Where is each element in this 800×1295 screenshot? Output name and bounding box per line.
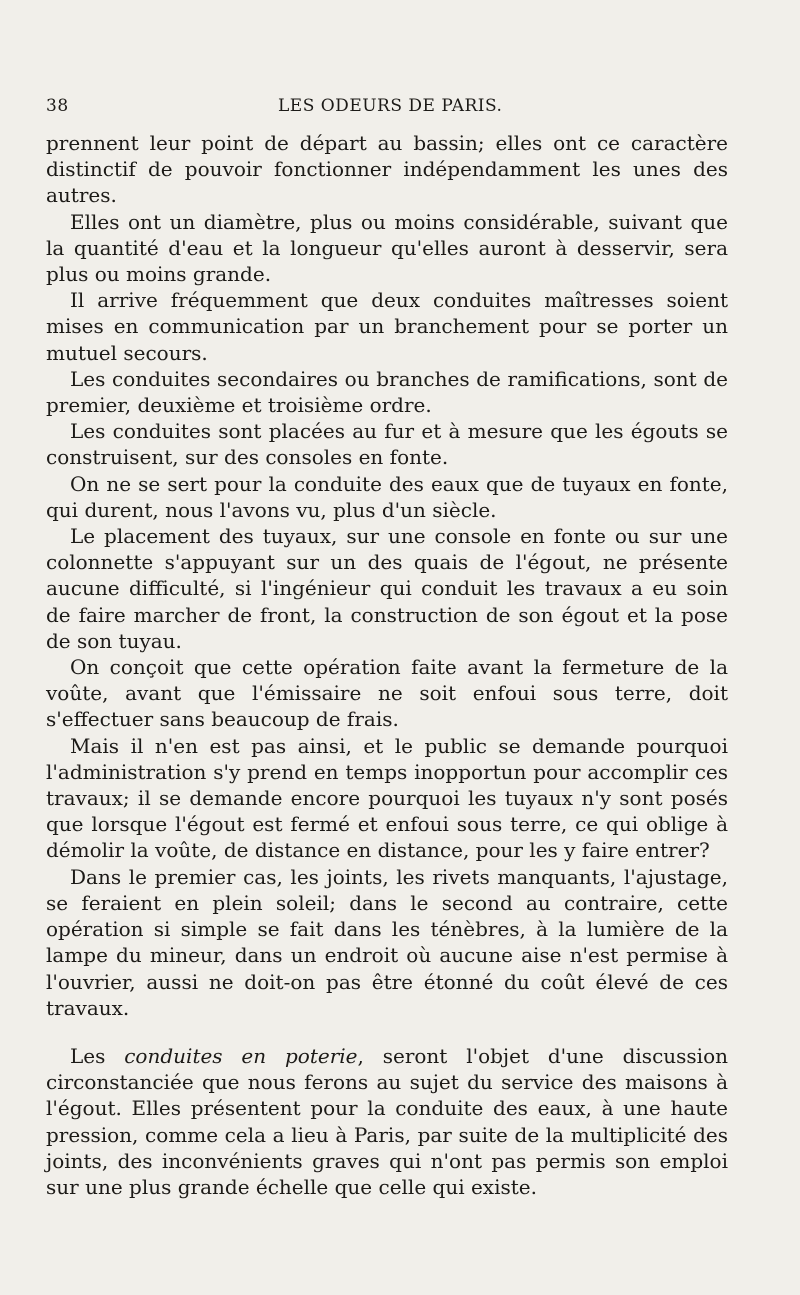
paragraph: Dans le premier cas, les joints, les rivets manquants, l'ajustage, se feraient en plein soleil; dans le second au contraire, cette opération si simple se fait dans les ténèbres, à la lumière de la lampe du mineur, dans un endroit où aucune aise n'est permise à l'ouvrier, aussi ne doit-on pas être étonné du coût élevé de ces travaux.: [46, 864, 728, 1020]
running-head: [46, 96, 724, 122]
paragraph: On conçoit que cette opération faite avant la fermeture de la voûte, avant que l'émissaire ne soit enfoui sous terre, doit s'effectuer sans beaucoup de frais.: [46, 655, 728, 732]
emphasized-term: conduites en poterie: [124, 1043, 358, 1068]
paragraph-lead: Les: [70, 1043, 125, 1068]
body-text: [46, 130, 728, 1200]
paragraph: prennent leur point de départ au bassin; elles ont ce caractère distinctif de pouvoir fonctionner indépendamment les unes des autres.: [46, 131, 728, 208]
paragraph-conduites-en-poterie: [46, 1043, 728, 1200]
paragraph: Elles ont un diamètre, plus ou moins considérable, suivant que la quantité d'eau et la longueur qu'elles auront à desservir, sera plus ou moins grande.: [46, 209, 728, 287]
paragraph: Il arrive fréquemment que deux conduites maîtresses soient mises en communication par un branchement pour se porter un mutuel secours.: [46, 288, 728, 365]
paragraph: Les conduites secondaires ou branches de ramifications, sont de premier, deuxième et troisième ordre.: [46, 366, 728, 418]
paragraph: Les conduites sont placées au fur et à mesure que les égouts se construisent, sur des consoles en fonte.: [46, 419, 728, 470]
paragraph-rest: , seront l'objet d'une discussion circonstanciée que nous ferons au sujet du service des maisons à l'égout. Elles présentent pour la conduite des eaux, à une haute pression, comme cela a lieu à Paris, par suite de la multiplicité des joints, des inconvénients graves qui n'ont pas permis son emploi sur une plus grande échelle que celle qui existe.: [46, 1043, 728, 1199]
paragraph: Mais il n'en est pas ainsi, et le public se demande pourquoi l'administration s'y prend en temps inopportun pour accomplir ces travaux; il se demande encore pourquoi les tuyaux n'y sont posés que lorsque l'égout est fermé et enfoui sous terre, ce qui oblige à démolir la voûte, de distance en distance, pour les y faire entrer?: [46, 733, 728, 863]
paragraph: On ne se sert pour la conduite des eaux que de tuyaux en fonte, qui durent, nous l'avons vu, plus d'un siècle.: [46, 471, 728, 522]
page-number: 38: [46, 96, 69, 116]
paragraph: Le placement des tuyaux, sur une console en fonte ou sur une colonnette s'appuyant sur un des quais de l'égout, ne présente aucune difficulté, si l'ingénieur qui conduit les travaux a eu soin de faire marcher de front, la construction de son égout et la pose de son tuyau.: [46, 524, 728, 653]
running-title: LES ODEURS DE PARIS.: [278, 96, 503, 116]
